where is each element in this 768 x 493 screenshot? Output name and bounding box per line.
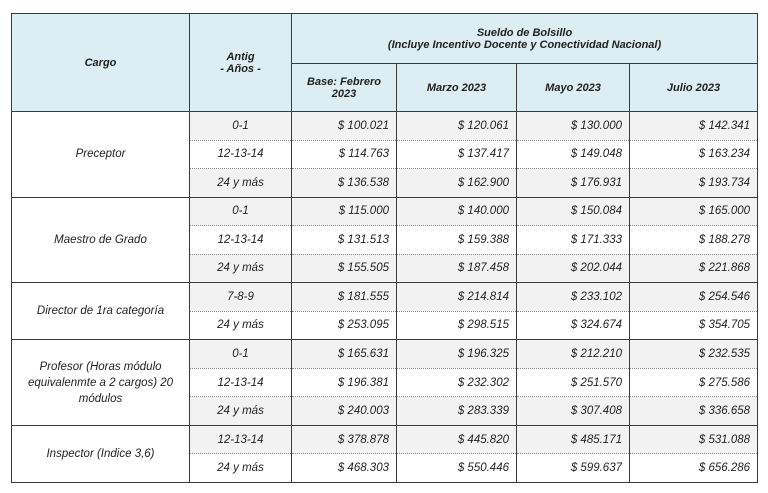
header-julio: Julio 2023 bbox=[630, 64, 758, 112]
table-body bbox=[12, 112, 758, 483]
antiguedad-cell: 12-13-14 bbox=[190, 140, 292, 169]
salary-cell-julio: $ 188.278 bbox=[630, 226, 758, 255]
salary-cell-julio: $ 165.000 bbox=[630, 197, 758, 226]
salary-cell-marzo: $ 445.820 bbox=[397, 425, 517, 454]
salary-cell-julio: $ 336.658 bbox=[630, 397, 758, 426]
salary-cell-marzo: $ 550.446 bbox=[397, 454, 517, 483]
table-row bbox=[12, 283, 758, 312]
salary-cell-mayo: $ 599.637 bbox=[517, 454, 630, 483]
salary-cell-julio: $ 221.868 bbox=[630, 254, 758, 283]
salary-cell-julio: $ 193.734 bbox=[630, 169, 758, 198]
salary-cell-marzo: $ 298.515 bbox=[397, 311, 517, 340]
table-row bbox=[12, 340, 758, 369]
salary-cell-marzo: $ 232.302 bbox=[397, 368, 517, 397]
antiguedad-cell: 24 y más bbox=[190, 254, 292, 283]
salary-cell-marzo: $ 187.458 bbox=[397, 254, 517, 283]
salary-cell-base: $ 240.003 bbox=[292, 397, 397, 426]
header-mayo: Mayo 2023 bbox=[517, 64, 630, 112]
salary-cell-mayo: $ 202.044 bbox=[517, 254, 630, 283]
salary-cell-julio: $ 531.088 bbox=[630, 425, 758, 454]
header-base-febrero: Base: Febrero 2023 bbox=[292, 64, 397, 112]
antiguedad-cell: 0-1 bbox=[190, 197, 292, 226]
salary-cell-marzo: $ 214.814 bbox=[397, 283, 517, 312]
salary-cell-base: $ 378.878 bbox=[292, 425, 397, 454]
salary-cell-base: $ 181.555 bbox=[292, 283, 397, 312]
salary-cell-julio: $ 254.546 bbox=[630, 283, 758, 312]
table-row bbox=[12, 425, 758, 454]
salary-cell-marzo: $ 140.000 bbox=[397, 197, 517, 226]
antiguedad-cell: 12-13-14 bbox=[190, 368, 292, 397]
salary-cell-mayo: $ 307.408 bbox=[517, 397, 630, 426]
salary-cell-julio: $ 656.286 bbox=[630, 454, 758, 483]
antiguedad-cell: 0-1 bbox=[190, 112, 292, 141]
salary-cell-julio: $ 275.586 bbox=[630, 368, 758, 397]
salary-cell-mayo: $ 149.048 bbox=[517, 140, 630, 169]
salary-cell-mayo: $ 251.570 bbox=[517, 368, 630, 397]
salary-cell-mayo: $ 171.333 bbox=[517, 226, 630, 255]
header-antig: Antig - Años - bbox=[190, 14, 292, 112]
cargo-cell: Director de 1ra categoría bbox=[12, 283, 190, 340]
antiguedad-cell: 0-1 bbox=[190, 340, 292, 369]
antiguedad-cell: 24 y más bbox=[190, 169, 292, 198]
salary-cell-base: $ 114.763 bbox=[292, 140, 397, 169]
cargo-cell: Maestro de Grado bbox=[12, 197, 190, 283]
salary-cell-marzo: $ 159.388 bbox=[397, 226, 517, 255]
antiguedad-cell: 24 y más bbox=[190, 311, 292, 340]
antiguedad-cell: 12-13-14 bbox=[190, 425, 292, 454]
salary-cell-base: $ 196.381 bbox=[292, 368, 397, 397]
salary-cell-base: $ 131.513 bbox=[292, 226, 397, 255]
header-sueldo-bolsillo: Sueldo de Bolsillo (Incluye Incentivo Docente y Conectividad Nacional) bbox=[292, 14, 758, 64]
antiguedad-cell: 12-13-14 bbox=[190, 226, 292, 255]
salary-cell-base: $ 155.505 bbox=[292, 254, 397, 283]
header-marzo: Marzo 2023 bbox=[397, 64, 517, 112]
salary-cell-base: $ 253.095 bbox=[292, 311, 397, 340]
salary-table bbox=[11, 13, 758, 483]
cargo-cell: Preceptor bbox=[12, 112, 190, 198]
salary-cell-base: $ 115.000 bbox=[292, 197, 397, 226]
antiguedad-cell: 24 y más bbox=[190, 397, 292, 426]
salary-cell-base: $ 165.631 bbox=[292, 340, 397, 369]
salary-cell-julio: $ 142.341 bbox=[630, 112, 758, 141]
salary-cell-marzo: $ 283.339 bbox=[397, 397, 517, 426]
salary-cell-base: $ 136.538 bbox=[292, 169, 397, 198]
salary-cell-marzo: $ 162.900 bbox=[397, 169, 517, 198]
table-row bbox=[12, 112, 758, 141]
cargo-cell: Profesor (Horas módulo equivalenmte a 2 cargos) 20 módulos bbox=[12, 340, 190, 426]
salary-cell-base: $ 100.021 bbox=[292, 112, 397, 141]
salary-cell-mayo: $ 212.210 bbox=[517, 340, 630, 369]
salary-cell-marzo: $ 120.061 bbox=[397, 112, 517, 141]
salary-cell-mayo: $ 176.931 bbox=[517, 169, 630, 198]
salary-cell-mayo: $ 130.000 bbox=[517, 112, 630, 141]
salary-cell-marzo: $ 196.325 bbox=[397, 340, 517, 369]
antiguedad-cell: 7-8-9 bbox=[190, 283, 292, 312]
salary-cell-base: $ 468.303 bbox=[292, 454, 397, 483]
salary-cell-julio: $ 232.535 bbox=[630, 340, 758, 369]
salary-cell-julio: $ 354.705 bbox=[630, 311, 758, 340]
salary-cell-mayo: $ 485.171 bbox=[517, 425, 630, 454]
antiguedad-cell: 24 y más bbox=[190, 454, 292, 483]
salary-cell-mayo: $ 324.674 bbox=[517, 311, 630, 340]
cargo-cell: Inspector (Indice 3,6) bbox=[12, 425, 190, 482]
table-row bbox=[12, 197, 758, 226]
header-cargo: Cargo bbox=[12, 14, 190, 112]
salary-cell-mayo: $ 233.102 bbox=[517, 283, 630, 312]
salary-cell-mayo: $ 150.084 bbox=[517, 197, 630, 226]
salary-cell-julio: $ 163.234 bbox=[630, 140, 758, 169]
salary-cell-marzo: $ 137.417 bbox=[397, 140, 517, 169]
